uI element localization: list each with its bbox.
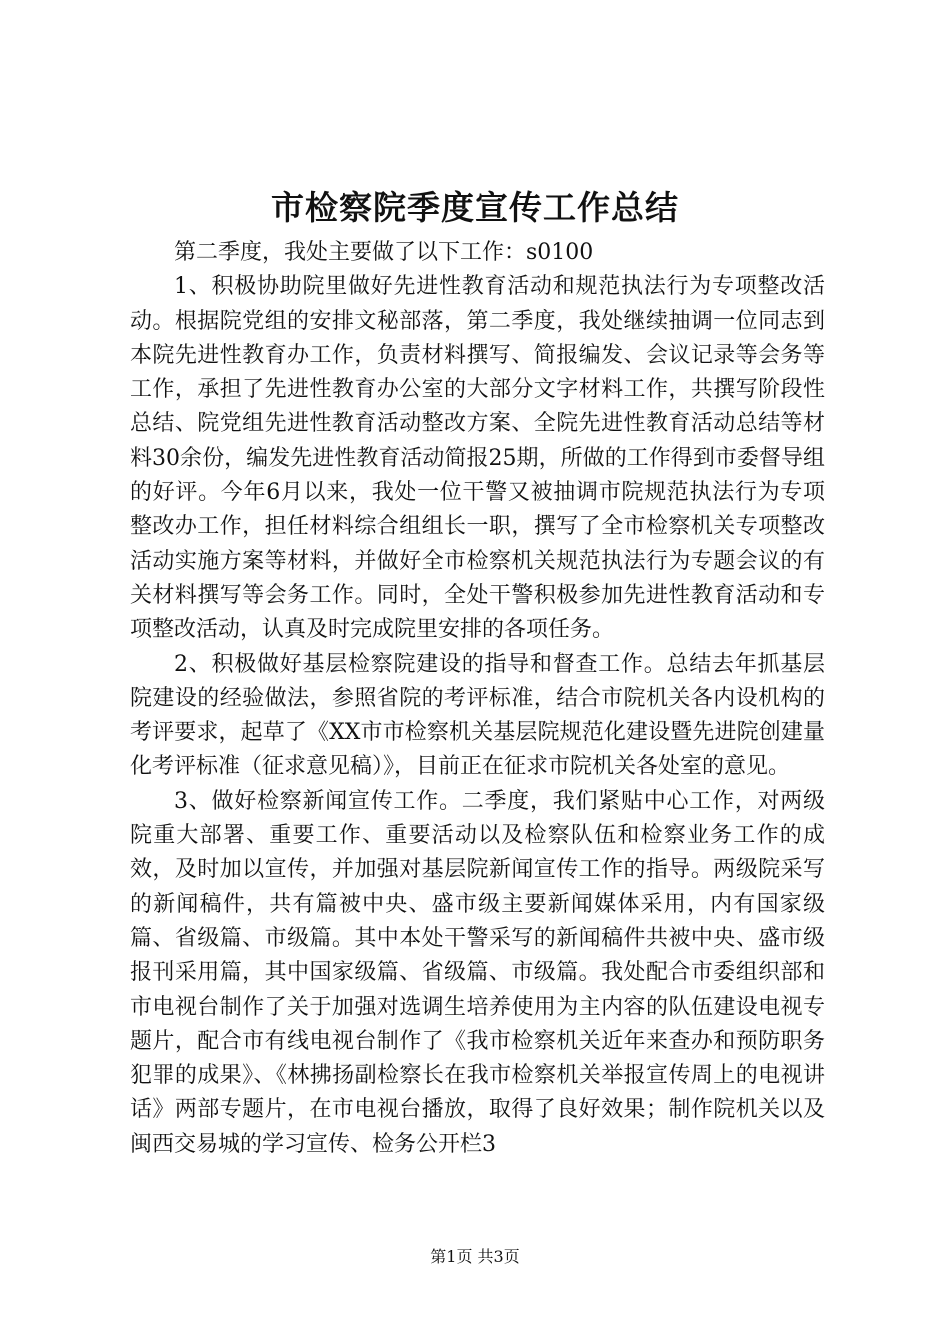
paragraph-item-3: 3、做好检察新闻宣传工作。二季度，我们紧贴中心工作，对两级院重大部署、重要工作、重要活动以及检察队伍和检察业务工作的成效，及时加以宣传，并加强对基层院新闻宣传工作的指导。两级院采写的新闻稿件，共有篇被中央、盛市级主要新闻媒体采用，内有国家级篇、省级篇、市级篇。其中本处干警采写的新闻稿件共被中央、盛市级报刊采用篇，其中国家级篇、省级篇、市级篇。我处配合市委组织部和市电视台制作了关于加强对选调生培养使用为主内容的队伍建设电视专题片，配合市有线电视台制作了《我市检察机关近年来查办和预防职务犯罪的成果》、《林拂扬副检察长在我市检察机关举报宣传周上的电视讲话》两部专题片，在市电视台播放，取得了良好效果；制作院机关以及闽西交易城的学习宣传、检务公开栏3 [130, 788, 825, 1157]
paragraph-intro: 第二季度，我处主要做了以下工作：s0100 [174, 240, 594, 265]
document-title: 市检察院季度宣传工作总结 [271, 188, 679, 227]
paragraph-item-2: 2、积极做好基层检察院建设的指导和督查工作。总结去年抓基层院建设的经验做法，参照省院的考评标准，结合市院机关各内设机构的考评要求，起草了《XX市市检察机关基层院规范化建设暨先进院创建量化考评标准（征求意见稿）》，目前正在征求市院机关各处室的意见。 [130, 651, 825, 780]
paragraph-item-1: 1、积极协助院里做好先进性教育活动和规范执法行为专项整改活动。根据院党组的安排文秘部落，第二季度，我处继续抽调一位同志到本院先进性教育办工作，负责材料撰写、简报编发、会议记录等会务等工作，承担了先进性教育办公室的大部分文字材料工作，共撰写阶段性总结、院党组先进性教育活动整改方案、全院先进性教育活动总结等材料30余份，编发先进性教育活动简报25期，所做的工作得到市委督导组的好评。今年6月以来，我处一位干警又被抽调市院规范执法行为专项整改办工作，担任材料综合组组长一职，撰写了全市检察机关专项整改活动实施方案等材料，并做好全市检察机关规范执法行为专题会议的有关材料撰写等会务工作。同时，全处干警积极参加先进性教育活动和专项整改活动，认真及时完成院里安排的各项任务。 [130, 274, 825, 643]
document-body [130, 236, 825, 1162]
page-number-footer: 第1页 共3页 [430, 1247, 520, 1266]
